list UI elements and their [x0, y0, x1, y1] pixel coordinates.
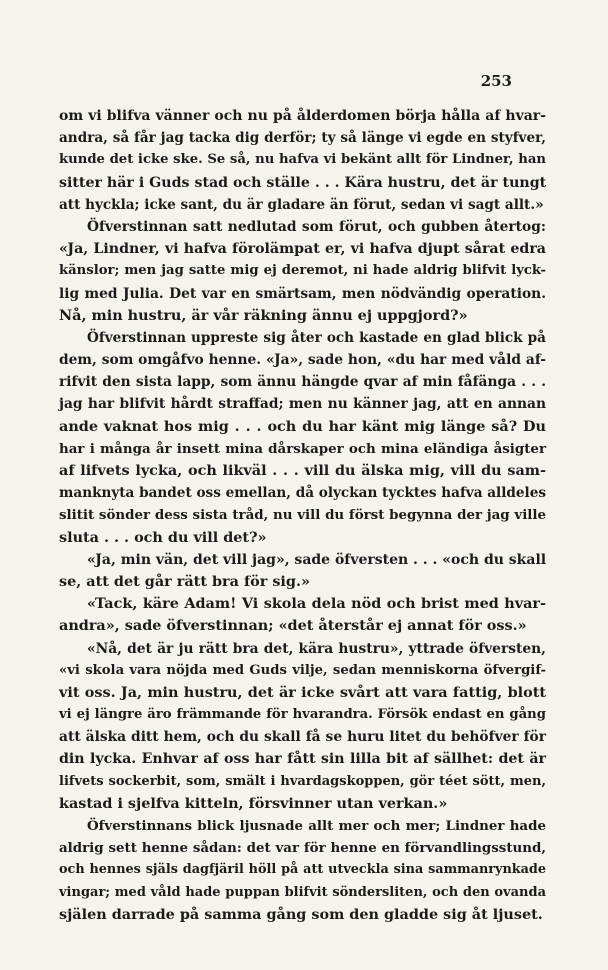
- text-line: «Ja, min vän, det vill jag», sade öfversten . . . «och du skall: [87, 551, 547, 568]
- text-line: om vi blifva vänner och nu på ålderdomen börja hålla af hvar-: [59, 108, 546, 124]
- text-line: jag har blifvit hårdt straffad; men nu känner jag, att en annan: [59, 396, 546, 413]
- text-line: lifvets sockerbit, som, smält i hvardagskoppen, gör téet sött, men,: [59, 773, 546, 789]
- text-line: kastad i sjelfva kitteln, försvinner utan verkan.»: [59, 794, 448, 812]
- text-line: själen darrade på samma gång som den gladde sig åt ljuset.: [59, 905, 543, 923]
- text-line: ande vaknat hos mig . . . och du har känt mig länge så? Du: [59, 417, 546, 435]
- text-line: se, att det går rätt bra för sig.»: [59, 572, 310, 590]
- text-line: känslor; men jag satte mig ej deremot, ni hade aldrig blifvit lyck-: [59, 263, 546, 279]
- text-line: «Tack, käre Adam! Vi skola dela nöd och brist med hvar-: [87, 595, 546, 613]
- text-line: Nå, min hustru, är vår räkning ännu ej uppgjord?»: [59, 306, 468, 324]
- text-line: af lifvets lycka, och likväl . . . vill du älska mig, vill du sam-: [59, 462, 546, 479]
- text-line: sitter här i Guds stad och ställe . . . Kära hustru, det är tungt: [59, 174, 547, 191]
- text-line: att älska ditt hem, och du skall få se huru litet du behöfver för: [59, 729, 546, 746]
- text-line: «Ja, Lindner, vi hafva förolämpat er, vi hafva djupt sårat edra: [59, 241, 546, 258]
- text-line: kunde det icke ske. Se så, nu hafva vi bekänt allt för Lindner, han: [59, 152, 546, 168]
- text-line: «Nå, det är ju rätt bra det, kära hustru», yttrade öfversten,: [87, 640, 546, 657]
- text-line: rifvit den sista lapp, som ännu hängde qvar af min fåfänga . . .: [59, 374, 546, 391]
- text-line: slitit sönder dess sista tråd, nu vill du först begynna der jag ville: [59, 507, 546, 524]
- text-line: vi ej längre äro främmande för hvarandra. Försök endast en gång: [59, 707, 546, 723]
- text-line: din lycka. Enhvar af oss har fått sin lilla bit af sällhet: det är: [59, 751, 546, 768]
- text-line: dem, som omgåfvo henne. «Ja», sade hon, «du har med våld af-: [59, 352, 546, 369]
- page-number: 253: [480, 72, 512, 90]
- text-line: har i många år insett mina dårskaper och mina eländiga åsigter: [59, 440, 546, 457]
- text-line: manknyta bandet oss emellan, då olyckan tycktes hafva alldeles: [59, 485, 546, 502]
- text-line: aldrig sett henne sådan: det var för henne en förvandlingsstund,: [59, 840, 546, 857]
- text-line: sluta . . . och du vill det?»: [59, 528, 267, 546]
- text-line: Öfverstinnan satt nedlutad som förut, och gubben återtog:: [87, 218, 546, 235]
- text-line: att hyckla; icke sant, du är gladare än förut, sedan vi sagt allt.»: [59, 196, 544, 213]
- text-line: Öfverstinnan uppreste sig åter och kastade en glad blick på: [87, 329, 546, 346]
- body-text: [59, 105, 546, 926]
- text-line: lig med Julia. Det var en smärtsam, men nödvändig operation.: [59, 285, 546, 302]
- text-line: och hennes själs dagfjäril höll på att utveckla sina sammanrynkade: [59, 862, 546, 878]
- text-line: vingar; med våld hade puppan blifvit söndersliten, och den ovanda: [59, 884, 546, 900]
- text-line: «vi skola vara nöjda med Guds vilje, sedan menniskorna öfvergif-: [59, 662, 546, 678]
- text-line: andra», sade öfverstinnan; «det återstår ej annat för oss.»: [59, 617, 527, 635]
- text-line: vit oss. Ja, min hustru, det är icke svårt att vara fattig, blott: [59, 683, 546, 701]
- text-line: Öfverstinnans blick ljusnade allt mer och mer; Lindner hade: [87, 818, 546, 834]
- text-line: andra, så får jag tacka dig derför; ty så länge vi egde en styfver,: [59, 130, 546, 147]
